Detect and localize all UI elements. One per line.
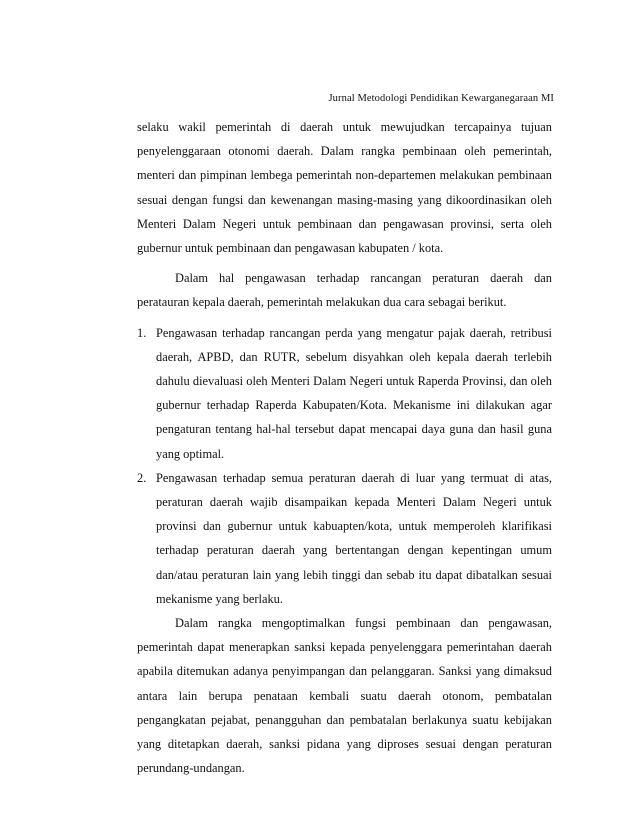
paragraph-2: Dalam hal pengawasan terhadap rancangan peraturan daerah dan peratauran kepala daerah, pemerintah melakukan dua cara sebagai berikut. (137, 271, 552, 310)
paragraph-3: Dalam rangka mengoptimalkan fungsi pembinaan dan pengawasan, pemerintah dapat menerapkan sanksi kepada penyelenggara pemerintahan daerah apabila ditemukan adanya penyimpangan dan pelanggaran. Sanksi yang dimaksud antara lain berupa penataan kembali suatu daerah otonom, pembatalan pengangkatan pejabat, penangguhan dan pembatalan berlakunya suatu kebijakan yang ditetapkan daerah, sanksi pidana yang diproses sesuai dengan peraturan perundang-undangan. (137, 616, 552, 776)
running-header: Jurnal Metodologi Pendidikan Kewarganegaraan MI (328, 93, 554, 104)
list-item-number: 2. (137, 470, 147, 485)
numbered-list (137, 321, 552, 611)
list-item-text: Pengawasan terhadap rancangan perda yang mengatur pajak daerah, retribusi daerah, APBD, dan RUTR, sebelum disyahkan oleh kepala daerah terlebih dahulu dievaluasi oleh Menteri Dalam Negeri untuk Raperda Provinsi, dan oleh gubernur terhadap Raperda Kabupaten/Kota. Mekanisme ini dilakukan agar pengaturan tentang hal-hal tersebut dapat mencapai daya guna dan hasil guna yang optimal. (156, 325, 552, 461)
list-item (137, 466, 552, 611)
body-text (137, 115, 552, 780)
list-item-number: 1. (137, 325, 147, 340)
list-item (137, 321, 552, 466)
list-item-text: Pengawasan terhadap semua peraturan daerah di luar yang termuat di atas, peraturan daerah wajib disampaikan kepada Menteri Dalam Negeri untuk provinsi dan gubernur untuk kabuapten/kota, untuk memperoleh klarifikasi terhadap peraturan daerah yang bertentangan dengan kepentingan umum dan/atau peraturan lain yang lebih tinggi dan sebab itu dapat dibatalkan sesuai mekanisme yang berlaku. (156, 470, 552, 606)
paragraph-1: selaku wakil pemerintah di daerah untuk mewujudkan tercapainya tujuan penyelenggaraan otonomi daerah. Dalam rangka pembinaan oleh pemerintah, menteri dan pimpinan lembega pemerintah non-departemen melakukan pembinaan sesuai dengan fungsi dan kewenangan masing-masing yang dikoordinasikan oleh Menteri Dalam Negeri untuk pembinaan dan pengawasan provinsi, serta oleh gubernur untuk pembinaan dan pengawasan kabupaten / kota. (137, 120, 552, 256)
